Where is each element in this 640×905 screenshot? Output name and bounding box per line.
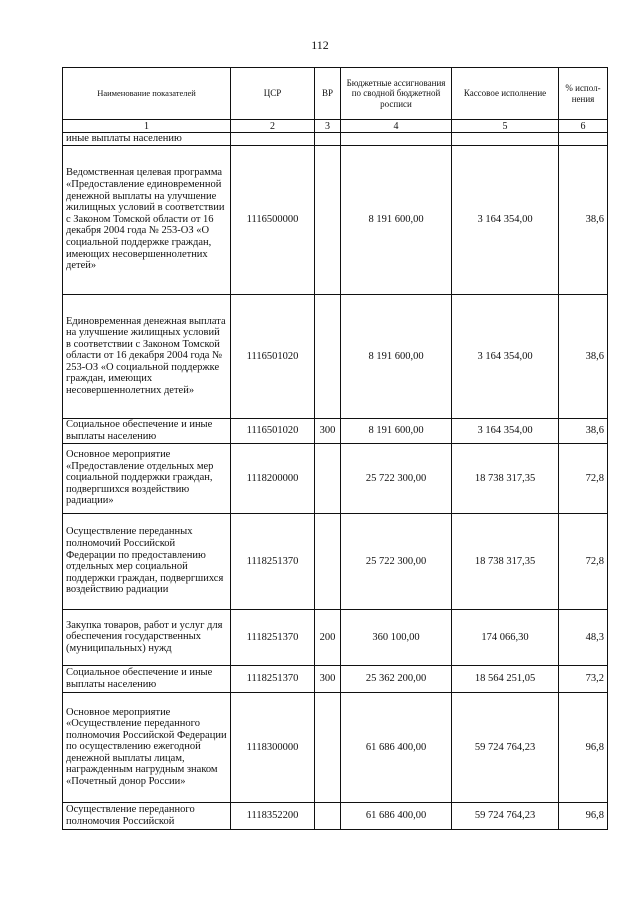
row-vr: 200 bbox=[315, 609, 341, 665]
row-budget: 8 191 600,00 bbox=[341, 145, 452, 294]
row-vr bbox=[315, 443, 341, 513]
row-csr: 1118251370 bbox=[231, 609, 315, 665]
row-vr bbox=[315, 294, 341, 418]
table-row bbox=[63, 609, 608, 665]
row-vr: 300 bbox=[315, 665, 341, 692]
budget-table bbox=[62, 67, 608, 830]
row-csr: 1116500000 bbox=[231, 145, 315, 294]
table-row bbox=[63, 294, 608, 418]
row-csr: 1118352200 bbox=[231, 802, 315, 829]
row-pct: 48,3 bbox=[559, 609, 608, 665]
table-row bbox=[63, 665, 608, 692]
row-budget: 25 722 300,00 bbox=[341, 513, 452, 609]
row-vr bbox=[315, 802, 341, 829]
row-pct: 72,8 bbox=[559, 443, 608, 513]
row-name: Основное мероприятие «Предоставление отдельных мер социальной поддержки граждан, подвергшихся воздействию радиации» bbox=[63, 443, 231, 513]
header-csr: ЦСР bbox=[231, 68, 315, 120]
row-cash: 3 164 354,00 bbox=[452, 418, 559, 443]
row-pct: 73,2 bbox=[559, 665, 608, 692]
row-pct: 38,6 bbox=[559, 418, 608, 443]
row-budget: 360 100,00 bbox=[341, 609, 452, 665]
row-pct: 38,6 bbox=[559, 145, 608, 294]
column-number: 2 bbox=[231, 120, 315, 133]
row-name: Осуществление переданного полномочия Российской bbox=[63, 802, 231, 829]
row-budget: 61 686 400,00 bbox=[341, 692, 452, 802]
row-cash: 174 066,30 bbox=[452, 609, 559, 665]
row-cash: 59 724 764,23 bbox=[452, 692, 559, 802]
row-pct: 38,6 bbox=[559, 294, 608, 418]
row-name: Социальное обеспечение и иные выплаты населению bbox=[63, 418, 231, 443]
header-name: Наименование показателей bbox=[63, 68, 231, 120]
table-row bbox=[63, 133, 608, 146]
table-header-row bbox=[63, 68, 608, 120]
row-vr bbox=[315, 133, 341, 146]
table-row bbox=[63, 418, 608, 443]
row-csr: 1116501020 bbox=[231, 418, 315, 443]
header-pct: % испол-нения bbox=[559, 68, 608, 120]
row-csr: 1118251370 bbox=[231, 665, 315, 692]
row-cash: 18 738 317,35 bbox=[452, 443, 559, 513]
row-cash: 59 724 764,23 bbox=[452, 802, 559, 829]
row-budget: 8 191 600,00 bbox=[341, 418, 452, 443]
row-pct bbox=[559, 133, 608, 146]
row-pct: 72,8 bbox=[559, 513, 608, 609]
column-number: 5 bbox=[452, 120, 559, 133]
column-number: 1 bbox=[63, 120, 231, 133]
header-cash: Кассовое исполнение bbox=[452, 68, 559, 120]
row-name: Социальное обеспечение и иные выплаты населению bbox=[63, 665, 231, 692]
column-number: 6 bbox=[559, 120, 608, 133]
header-budget: Бюджетные ассигнования по сводной бюджетной росписи bbox=[341, 68, 452, 120]
row-cash: 18 564 251,05 bbox=[452, 665, 559, 692]
row-cash: 3 164 354,00 bbox=[452, 294, 559, 418]
row-csr: 1116501020 bbox=[231, 294, 315, 418]
row-csr bbox=[231, 133, 315, 146]
row-name: Единовременная денежная выплата на улучшение жилищных условий в соответствии с Законом Томской области от 16 декабря 2004 года № 253-ОЗ «О социальной поддержке граждан, имеющих несовершеннолетних детей» bbox=[63, 294, 231, 418]
row-budget: 61 686 400,00 bbox=[341, 802, 452, 829]
row-cash: 3 164 354,00 bbox=[452, 145, 559, 294]
row-vr bbox=[315, 692, 341, 802]
row-vr bbox=[315, 145, 341, 294]
row-name: Осуществление переданных полномочий Российской Федерации по предоставлению отдельных мер социальной поддержки граждан, подвергшихся воздействию радиации bbox=[63, 513, 231, 609]
row-vr bbox=[315, 513, 341, 609]
row-budget: 8 191 600,00 bbox=[341, 294, 452, 418]
table-row bbox=[63, 513, 608, 609]
row-pct: 96,8 bbox=[559, 692, 608, 802]
row-vr: 300 bbox=[315, 418, 341, 443]
table-row bbox=[63, 692, 608, 802]
row-name: Ведомственная целевая программа «Предоставление единовременной денежной выплаты на улучшение жилищных условий в соответствии с Законом Томской области от 16 декабря 2004 года № 253-ОЗ «О социальной поддержке граждан, имеющих несовершеннолетних детей» bbox=[63, 145, 231, 294]
column-number: 3 bbox=[315, 120, 341, 133]
table-row bbox=[63, 145, 608, 294]
row-cash bbox=[452, 133, 559, 146]
row-name: Основное мероприятие «Осуществление переданного полномочия Российской Федерации по осуществлению ежегодной денежной выплаты лицам, награжденным нагрудным знаком «Почетный донор России» bbox=[63, 692, 231, 802]
row-pct: 96,8 bbox=[559, 802, 608, 829]
row-csr: 1118200000 bbox=[231, 443, 315, 513]
row-name: Закупка товаров, работ и услуг для обеспечения государственных (муниципальных) нужд bbox=[63, 609, 231, 665]
page-number: 112 bbox=[311, 38, 329, 52]
header-vr: ВР bbox=[315, 68, 341, 120]
row-budget: 25 362 200,00 bbox=[341, 665, 452, 692]
row-budget: 25 722 300,00 bbox=[341, 443, 452, 513]
row-budget bbox=[341, 133, 452, 146]
row-csr: 1118300000 bbox=[231, 692, 315, 802]
row-name: иные выплаты населению bbox=[63, 133, 231, 146]
table-row bbox=[63, 443, 608, 513]
column-number-row bbox=[63, 120, 608, 133]
row-csr: 1118251370 bbox=[231, 513, 315, 609]
column-number: 4 bbox=[341, 120, 452, 133]
row-cash: 18 738 317,35 bbox=[452, 513, 559, 609]
table-row bbox=[63, 802, 608, 829]
